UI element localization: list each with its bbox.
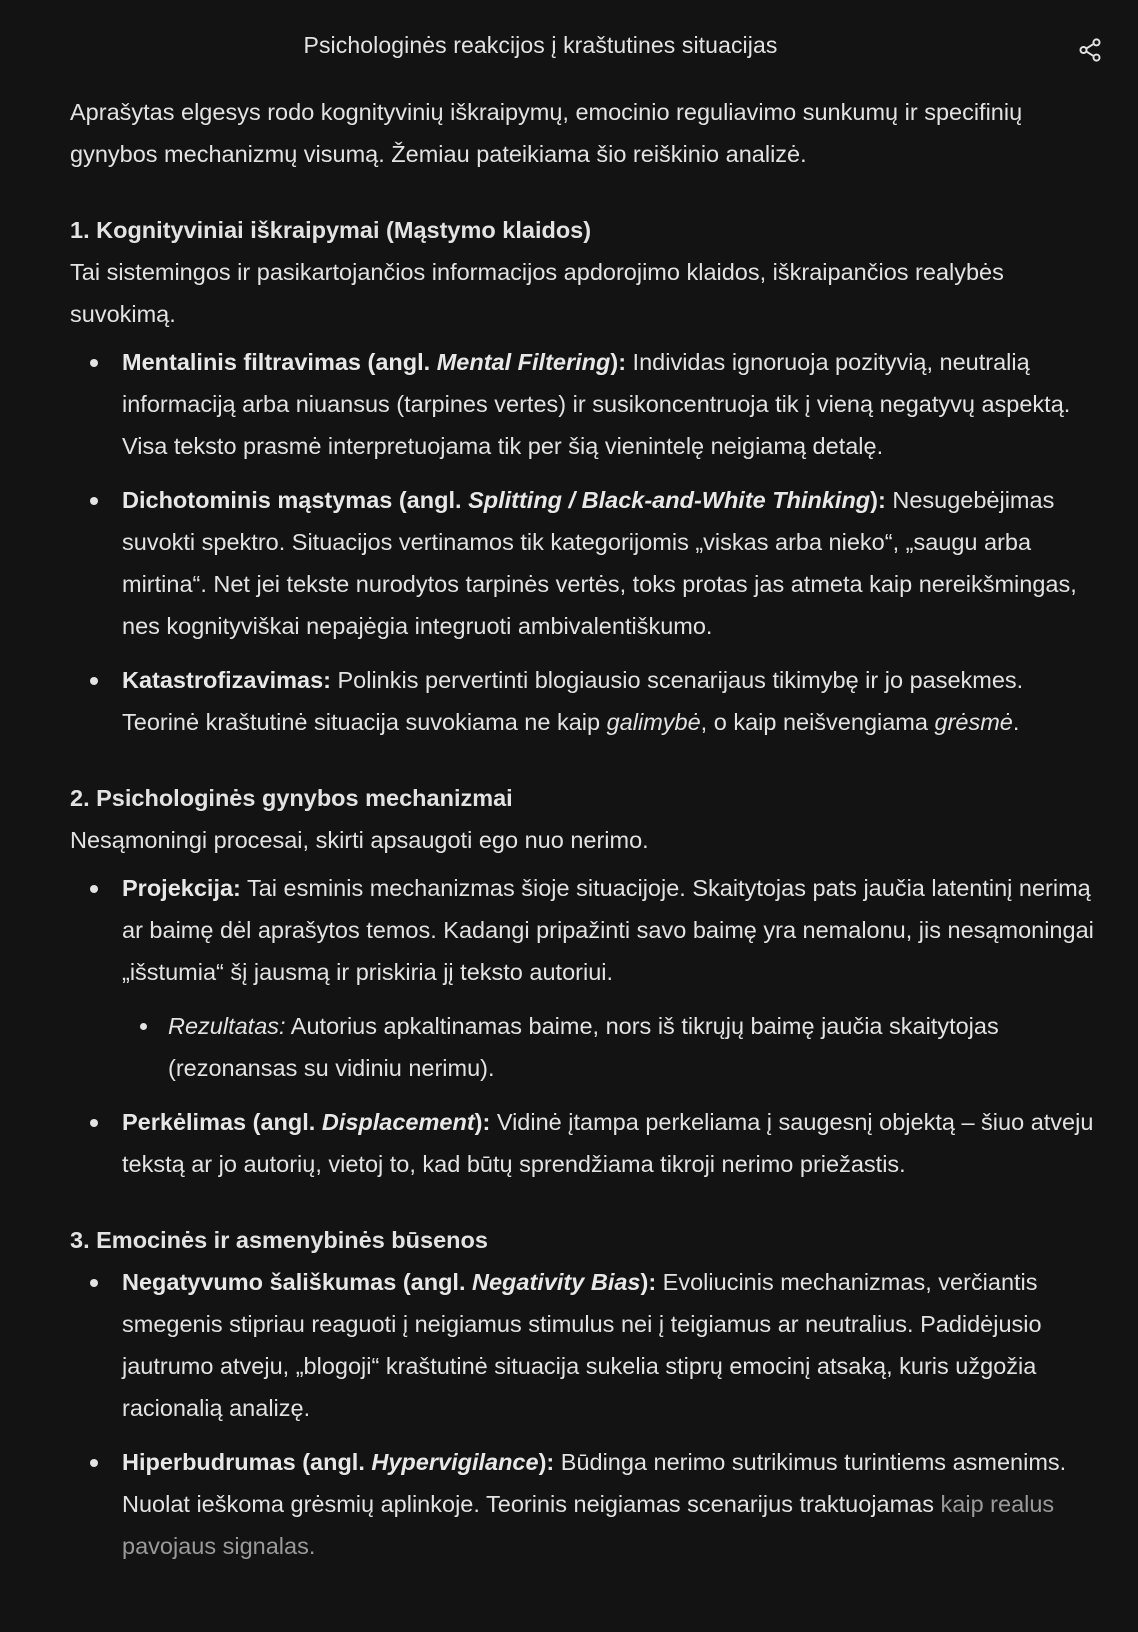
term-label: Projekcija: xyxy=(122,875,241,901)
item-text: Būdinga nerimo sutrikimus turintiems asmenims. Nuolat ieškoma grėsmių aplinkoje. Teorinis neigiamas scenarijus traktuojamas xyxy=(122,1449,1067,1517)
item-text-faded: kaip realus pavojaus signalas. xyxy=(122,1491,1055,1559)
term-label: Katastrofizavimas: xyxy=(122,667,331,693)
section-description: Nesąmoningi procesai, skirti apsaugoti ego nuo nerimo. xyxy=(70,827,649,853)
response-content xyxy=(70,91,1100,1579)
item-text: Evoliucinis mechanizmas, verčiantis smegenis stipriau reaguoti į neigiamus stimulus nei į teigiamus ar neutralius. Padidėjusio jautrumo atveju, „blogoji“ kraštutinė situacija sukelia stiprų emocinį atsaką, kuris užgožia racionalią analizę. xyxy=(122,1269,1042,1421)
item-text: Tai esminis mechanizmas šioje situacijoje. Skaitytojas pats jaučia latentinį nerimą ar baimę dėl aprašytos temos. Kadangi pripažinti savo baimę yra nemalonu, jis nesąmoningai „išstumia“ šį jausmą ir priskiria jį teksto autoriui. xyxy=(122,875,1094,985)
list-item xyxy=(70,1261,1100,1429)
list-item xyxy=(70,1441,1100,1567)
section-heading: 1. Kognityviniai iškraipymai (Mąstymo klaidos) xyxy=(70,217,592,243)
item-text: Nesugebėjimas suvokti spektro. Situacijos vertinamos tik kategorijomis „viskas arba nieko“, „saugu arba mirtina“. Net jei tekste nurodytos tarpinės vertės, toks protas jas atmeta kaip nereikšmingas, nes kognityviškai nepajėgia integruoti ambivalentiškumo. xyxy=(122,487,1077,639)
section-heading: 3. Emocinės ir asmenybinės būsenos xyxy=(70,1227,488,1253)
share-icon xyxy=(1077,37,1103,63)
intro-paragraph: Aprašytas elgesys rodo kognityvinių iškraipymų, emocinio reguliavimo sunkumų ir specifinių gynybos mechanizmų visumą. Žemiau pateikiama šio reiškinio analizė. xyxy=(70,99,1023,167)
section-emotional-states xyxy=(70,1219,1100,1567)
section-heading: 2. Psichologinės gynybos mechanizmai xyxy=(70,785,513,811)
sub-bullet-list xyxy=(122,1005,1100,1089)
section-description: Tai sistemingos ir pasikartojančios informacijos apdorojimo klaidos, iškraipančios realybės suvokimą. xyxy=(70,259,1004,327)
share-button[interactable] xyxy=(1070,30,1110,70)
item-text: Individas ignoruoja pozityvią, neutralią informaciją arba niuansus (tarpines vertes) ir susikoncentruoja tik į vieną negatyvų aspektą. Visa teksto prasmė interpretuojama tik per šią vienintelę neigiamą detalę. xyxy=(122,349,1071,459)
term-label: Negatyvumo šališkumas (angl. Negativity Bias): xyxy=(122,1269,657,1295)
section-defense-mechanisms xyxy=(70,777,1100,1185)
bullet-list xyxy=(70,341,1100,743)
list-item xyxy=(70,479,1100,647)
list-item: Katastrofizavimas: Polinkis pervertinti blogiausio scenarijaus tikimybę ir jo pasekmes. Teorinė kraštutinė situacija suvokiama ne kaip galimybė, o kaip neišvengiama grėsmė. xyxy=(70,659,1100,743)
conversation-header xyxy=(0,0,1138,98)
conversation-title: Psichologinės reakcijos į kraštutines situacijas xyxy=(303,32,778,58)
term-label: Perkėlimas (angl. Displacement): xyxy=(122,1109,491,1135)
bullet-list xyxy=(70,867,1100,1185)
sub-list-item xyxy=(122,1005,1100,1089)
list-item xyxy=(70,867,1100,1089)
term-label: Hiperbudrumas (angl. Hypervigilance): xyxy=(122,1449,555,1475)
section-cognitive-distortions xyxy=(70,209,1100,743)
term-label: Dichotominis mąstymas (angl. Splitting / Black-and-White Thinking): xyxy=(122,487,886,513)
item-text: Vidinė įtampa perkeliama į saugesnį objektą – šiuo atveju tekstą ar jo autorių, vietoj to, kad būtų sprendžiama tikroji nerimo priežastis. xyxy=(122,1109,1094,1177)
list-item xyxy=(70,1101,1100,1185)
sub-text: Autorius apkaltinamas baime, nors iš tikrųjų baimę jaučia skaitytojas (rezonansas su vidiniu nerimu). xyxy=(168,1013,999,1081)
sub-label: Rezultatas: xyxy=(168,1013,286,1039)
bullet-list xyxy=(70,1261,1100,1567)
list-item xyxy=(70,341,1100,467)
term-label: Mentalinis filtravimas (angl. Mental Filtering): xyxy=(122,349,627,375)
